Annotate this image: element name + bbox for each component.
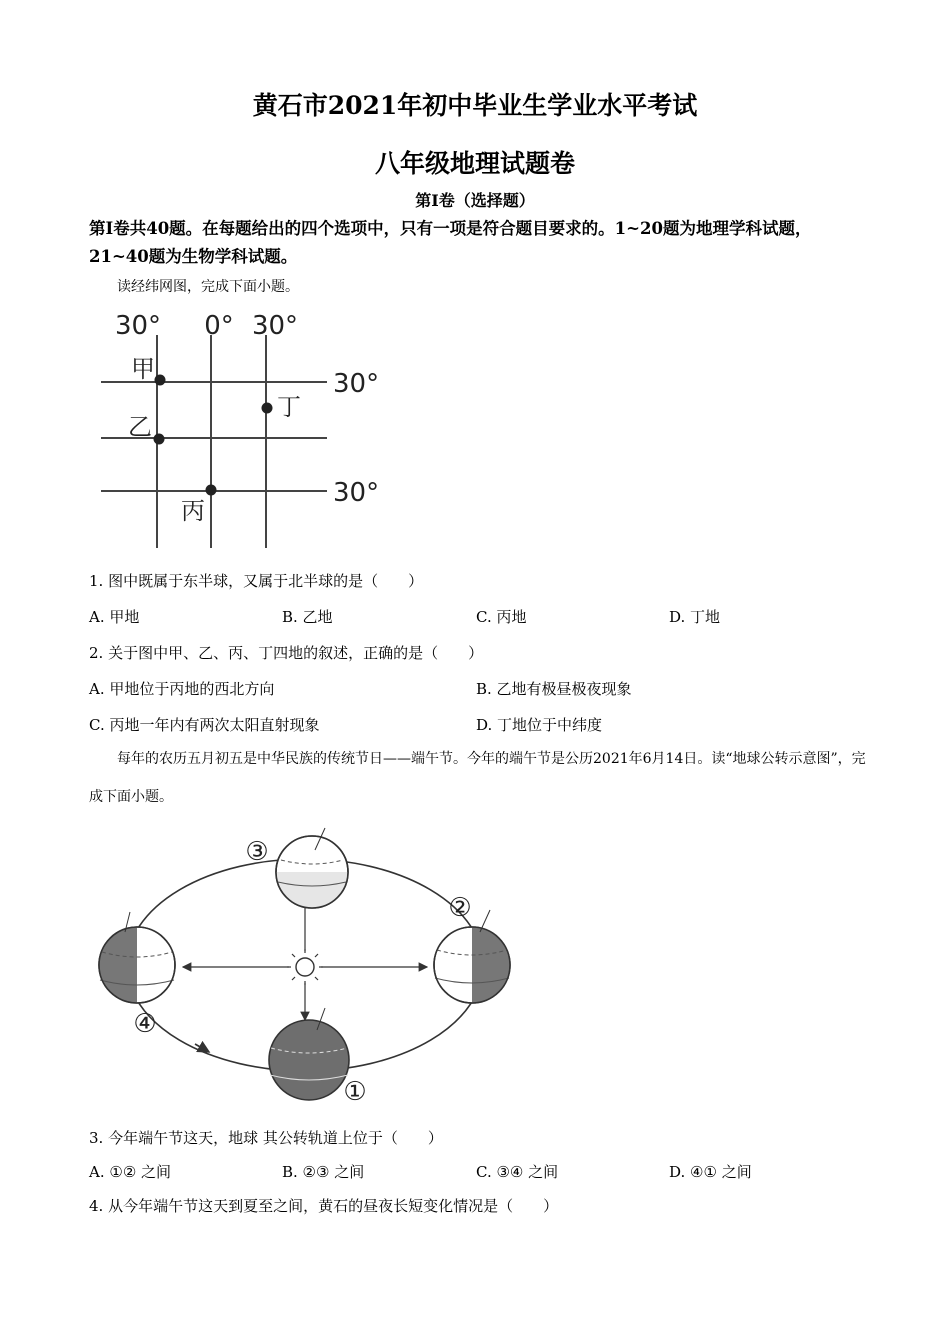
q1-option-a[interactable]: A. 甲地	[89, 608, 140, 626]
point-label-yi: 乙	[128, 413, 152, 441]
latitude-label: 30°	[333, 369, 380, 399]
q3-option-b[interactable]: B. ②③ 之间	[282, 1163, 365, 1181]
q1-option-d[interactable]: D. 丁地	[669, 608, 721, 626]
longitude-label: 30°	[114, 311, 162, 341]
globe-position-1	[269, 1008, 349, 1100]
q3-option-a[interactable]: A. ①② 之间	[89, 1163, 172, 1181]
question-2-stem: 2. 关于图中甲、乙、丙、丁四地的叙述，正确的是（ ）	[89, 644, 484, 662]
q2-option-c[interactable]: C. 丙地一年内有两次太阳直射现象	[89, 716, 320, 734]
graticule-figure	[95, 305, 395, 550]
section-instructions: 第I卷共40题。在每题给出的四个选项中，只有一项是符合题目要求的。1~20题为地理学科试题，21~40题为生物学科试题。	[89, 219, 812, 266]
globe-position-2	[434, 910, 510, 1003]
point-ding	[262, 403, 273, 414]
group1-intro: 读经纬网图，完成下面小题。	[117, 279, 299, 295]
point-jia	[155, 375, 166, 386]
q3-option-d[interactable]: D. ④① 之间	[669, 1163, 752, 1181]
longitude-label: 30°	[251, 311, 299, 341]
q2-option-d[interactable]: D. 丁地位于中纬度	[476, 716, 603, 734]
q1-option-b[interactable]: B. 乙地	[282, 608, 333, 626]
latitude-label: 30°	[333, 478, 380, 508]
longitude-label: 0°	[204, 311, 234, 341]
question-3-stem: 3. 今年端午节这天，地球 其公转轨道上位于（ ）	[89, 1129, 443, 1147]
globe-position-4	[99, 912, 175, 1003]
point-label-bing: 丙	[181, 497, 205, 525]
earth-revolution-figure	[85, 820, 530, 1110]
point-bing	[206, 485, 217, 496]
section-heading: 第I卷（选择题）	[415, 191, 535, 210]
q3-option-c[interactable]: C. ③④ 之间	[476, 1163, 559, 1181]
position-label-2: ②	[448, 893, 472, 923]
point-label-jia: 甲	[131, 355, 155, 383]
question-4-stem: 4. 从今年端午节这天到夏至之间，黄石的昼夜长短变化情况是（ ）	[89, 1197, 559, 1215]
q1-option-c[interactable]: C. 丙地	[476, 608, 527, 626]
exam-subtitle: 八年级地理试题卷	[374, 149, 575, 178]
position-label-4: ④	[133, 1009, 157, 1039]
position-label-3: ③	[245, 837, 269, 867]
point-label-ding: 丁	[277, 393, 301, 421]
point-yi	[154, 434, 165, 445]
question-1-stem: 1. 图中既属于东半球，又属于北半球的是（ ）	[89, 572, 424, 590]
q2-option-b[interactable]: B. 乙地有极昼极夜现象	[476, 680, 632, 698]
q2-option-a[interactable]: A. 甲地位于丙地的西北方向	[89, 680, 275, 698]
sun-icon	[287, 949, 323, 985]
exam-title: 黄石市2021年初中毕业生学业水平考试	[252, 91, 698, 120]
group2-intro: 每年的农历五月初五是中华民族的传统节日——端午节。今年的端午节是公历2021年6月14日。读“地球公转示意图”，完成下面小题。	[89, 751, 866, 805]
globe-position-3	[276, 828, 348, 908]
position-label-1: ①	[343, 1077, 367, 1107]
